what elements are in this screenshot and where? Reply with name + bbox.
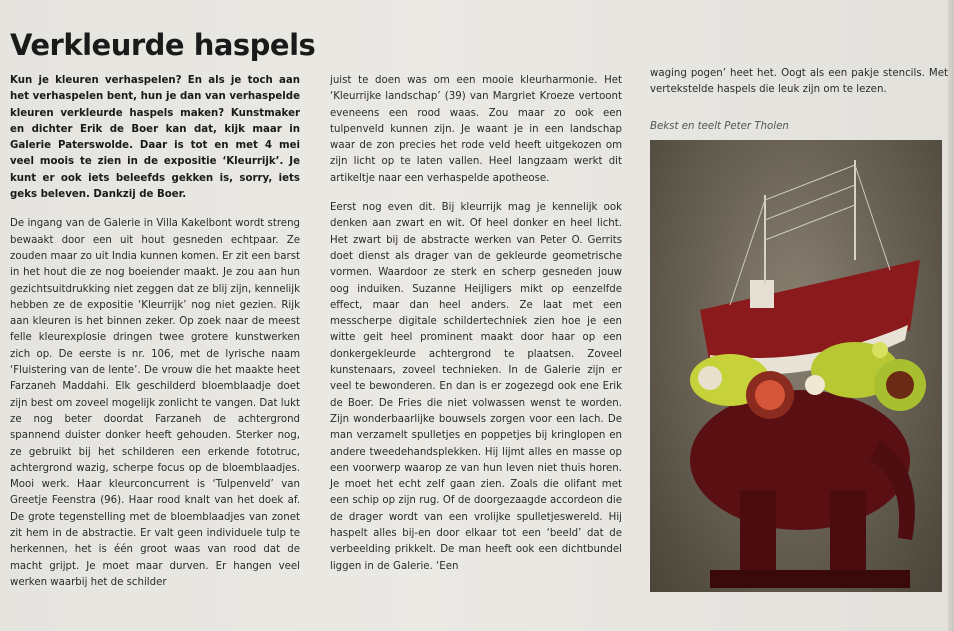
column-1: [10, 73, 300, 604]
elephant-ship-sculpture-image: [650, 140, 942, 592]
body-paragraph: Eerst nog even dit. Bij kleurrijk mag je kennelijk ook denken aan zwart en wit. Of heel donker en heel licht. Het zwart bij de abstracte werken van Peter O. Gerrits doet dienst als drager van de gekleurde geometrische vormen. Waardoor ze sterk en scherp gesneden jouw oog induiken. Suzanne Heijligers mikt op eenzelfde effect, maar dan heel anders. Ze laat met een messcherpe digitale schildertechniek zien hoe je een witte geit heel prominent maakt door haar op een donkergekleurde achtergrond te plaatsen. Zoveel kunstenaars, zoveel technieken. In de Galerie zijn er veel te bewonderen. En dan is er zogezegd ook ene Erik de Boer. De Fries die niet volwassen wenst te worden. Zijn wonderbaarlijke bouwsels zorgen voor een lach. De man verzamelt spulletjes en poppetjes bij kringlopen en andere tweedehandsplekken. Hij lijmt alles en masse op een voorwerp waarop ze van hun leven niet thuis horen. Je moet het echt zelf gaan zien. Zoals die olifant met een schip op zijn rug. Of de doorgezaagde accordeon die de drager wordt van een vrolijke spulletjeswereld. Hij haspelt alles bij-en door elkaar tot een ‘beeld’ dat de verbeelding prikkelt. De man heeft ook een dichtbundel liggen in de Galerie. ‘Een: [330, 202, 622, 572]
column-2: [330, 73, 622, 588]
artwork-photo: [650, 140, 942, 592]
intro-paragraph: Kun je kleuren verhaspelen? En als je toch aan het verhaspelen bent, hun je dan van verhaspelde kleuren verkleurde haspels maken? Kunstmaker en dichter Erik de Boer kan dat, kijk maar in Galerie Paterswolde. Daar is tot en met 4 mei veel moois te zien in de expositie ‘Kleurrijk’. Je kunt er ook iets beleefds gekken is, sorry, iets geks beleven. Dankzij de Boer.: [10, 75, 300, 201]
body-paragraph: juist te doen was om een mooie kleurharmonie. Het ‘Kleurrijke landschap’ (39) van Margriet Kroeze vertoont eveneens een rood waas. Zou maar zo ook een tulpenveld kunnen zijn. Je waant je in een landschap waar de zon precies het rode veld heeft uitgekozen om zijn licht op te laten vallen. Heel langzaam werkt dit artikeltje naar een verhaspelde apotheose.: [330, 75, 622, 184]
headline: Verkleurde haspels: [10, 28, 316, 62]
column-3: [650, 66, 948, 135]
page-edge: [948, 0, 954, 631]
body-paragraph: De ingang van de Galerie in Villa Kakelbont wordt streng bewaakt door een uit hout gesneden echtpaar. Ze zouden maar zo uit India kunnen komen. Er zit een barst in het hout die ze nog boeiender maakt. Je zou aan hun gezichtsuitdrukking niet zeggen dat ze blij zijn, kennelijk hebben ze de expositie ‘Kleurrijk’ nog niet gezien. Rijk aan kleuren is het binnen zeker. Op zoek naar de meest felle kleurexplosie dringen twee grotere kunstwerken zich op. De eerste is nr. 106, met de lyrische naam ‘Fluistering van de lente’. De vrouw die het maakte heet Farzaneh Maddahi. Elk geschilderd bloemblaadje doet zijn best om zoveel mogelijk zonlicht te vangen. Dat lukt ze nog beter doordat Farzaneh de achtergrond spannend duister donker heeft gehouden. Sterker nog, ze gebruikt bij het schilderen een erkende fototruc, achtergrond wazig, scherpe focus op de bloemblaadjes. Mooi werk. Haar kleurconcurrent is ‘Tulpenveld’ van Greetje Feenstra (96). Haar rood knalt van het doek af. De grote tegenstelling met de bloemblaadjes van zonet zit hem in de abstractie. Er valt geen individuele tulp te herkennen, het is één groot waas van rood dat de macht grijpt. Je moet maar durven. Er hangen veel werken waarbij het de schilder: [10, 218, 300, 588]
body-paragraph: waging pogen’ heet het. Oogt als een pakje stencils. Met vertekstelde haspels die leuk zijn om te lezen.: [650, 68, 948, 96]
byline: Bekst en teelt Peter Tholen: [650, 120, 789, 132]
